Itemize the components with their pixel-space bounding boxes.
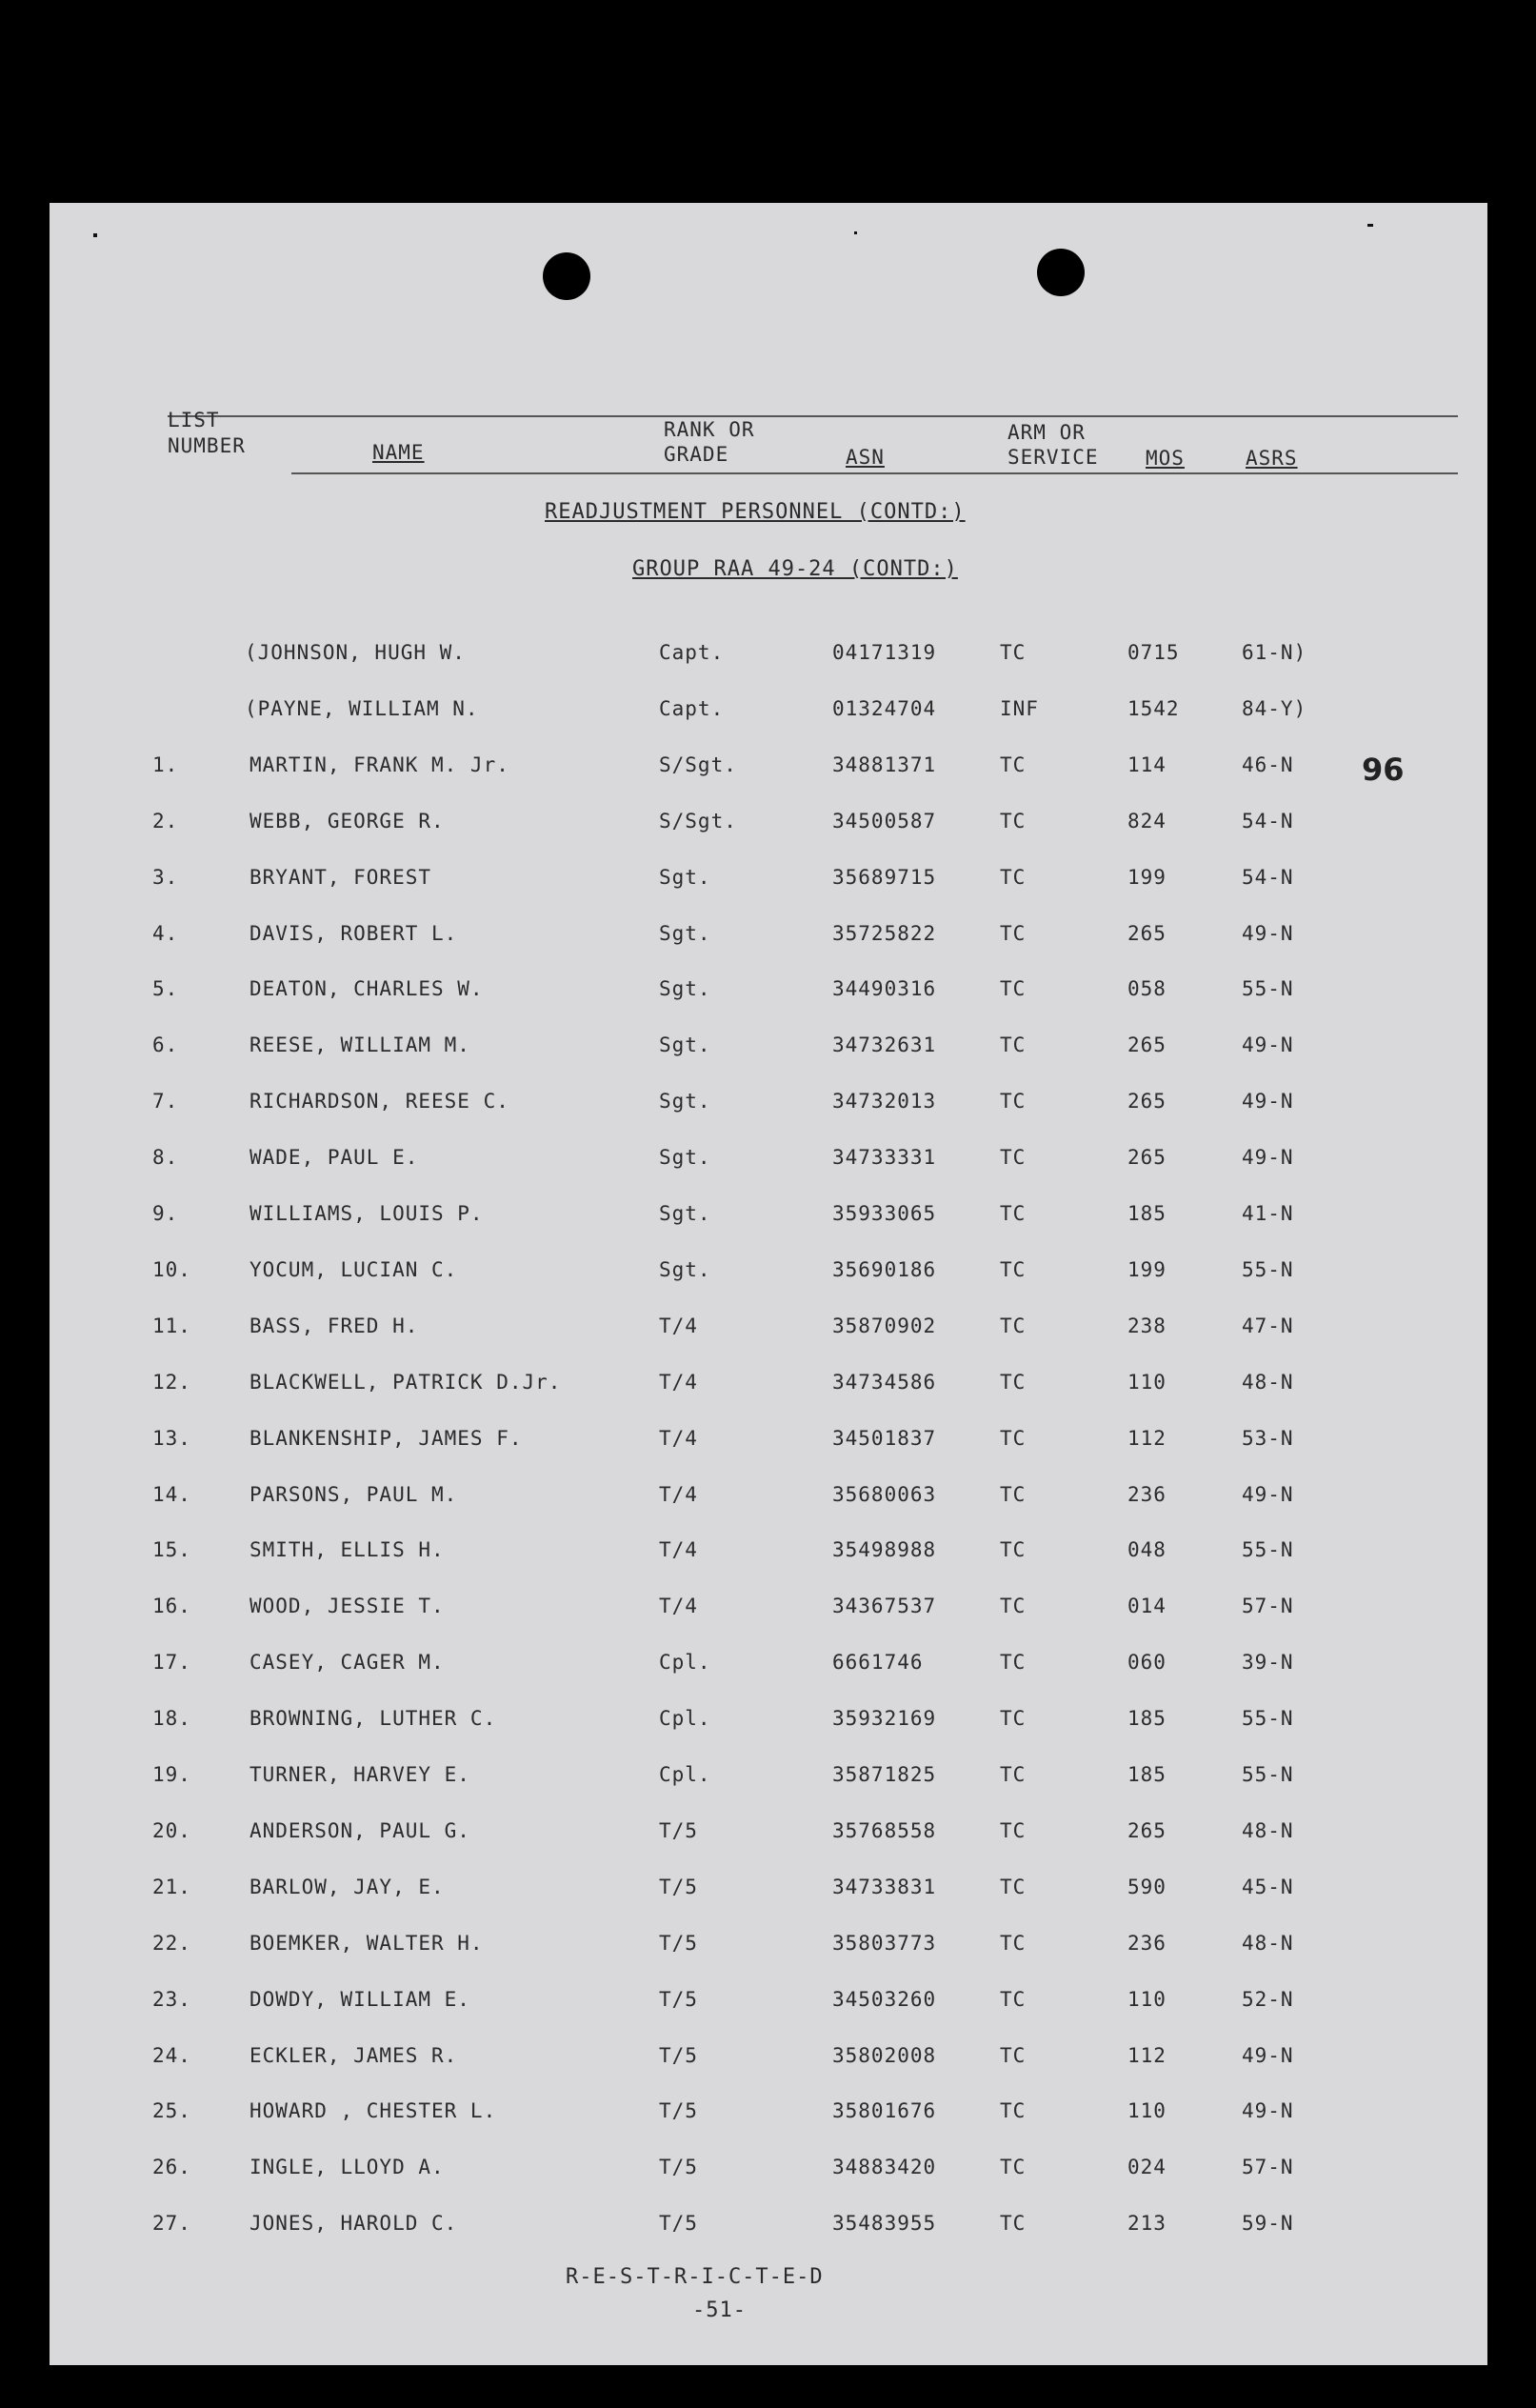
cell-list-number: 8.	[152, 1146, 179, 1170]
cell-list-number: 12.	[152, 1370, 191, 1394]
cell-asrs: 49-N	[1242, 1482, 1294, 1506]
cell-arm-service: TC	[1000, 1033, 1027, 1057]
cell-person-name: INGLE, LLOYD A.	[249, 2156, 445, 2179]
cell-asrs: 55-N	[1242, 1763, 1294, 1786]
header-asn: ASN	[846, 446, 885, 469]
cell-rank: T/4	[659, 1482, 698, 1506]
cell-mos: 014	[1127, 1595, 1167, 1618]
cell-list-number: 25.	[152, 2099, 191, 2123]
cell-rank: T/4	[659, 1370, 698, 1394]
cell-arm-service: TC	[1000, 2043, 1027, 2067]
cell-asn: 35801676	[832, 2099, 937, 2123]
cell-person-name: BROWNING, LUTHER C.	[249, 1707, 497, 1731]
cell-arm-service: TC	[1000, 1595, 1027, 1618]
cell-asrs: 61-N)	[1242, 641, 1307, 664]
cell-arm-service: TC	[1000, 2156, 1027, 2179]
cell-rank: Cpl.	[659, 1707, 711, 1731]
header-top-rule	[168, 415, 1458, 417]
cell-arm-service: TC	[1000, 1707, 1027, 1731]
header-name: NAME	[372, 441, 425, 464]
cell-arm-service: TC	[1000, 1257, 1027, 1281]
cell-person-name: ANDERSON, PAUL G.	[249, 1818, 470, 1842]
cell-arm-service: TC	[1000, 809, 1027, 833]
page-number: -51-	[692, 2298, 747, 2322]
cell-rank: T/5	[659, 2043, 698, 2067]
cell-mos: 199	[1127, 865, 1167, 889]
cell-asn: 01324704	[832, 696, 937, 720]
classification-footer: R-E-S-T-R-I-C-T-E-D	[566, 2265, 824, 2289]
cell-list-number: 7.	[152, 1090, 179, 1114]
cell-rank: Sgt.	[659, 977, 711, 1001]
cell-mos: 060	[1127, 1651, 1167, 1675]
cell-asn: 34733831	[832, 1875, 937, 1898]
cell-asn: 35690186	[832, 1257, 937, 1281]
cell-asn: 35932169	[832, 1707, 937, 1731]
cell-mos: 265	[1127, 1146, 1167, 1170]
cell-arm-service: TC	[1000, 641, 1027, 664]
cell-arm-service: TC	[1000, 1146, 1027, 1170]
cell-rank: Cpl.	[659, 1651, 711, 1675]
punch-hole-right	[1037, 249, 1085, 296]
cell-mos: 265	[1127, 921, 1167, 945]
cell-asrs: 57-N	[1242, 1595, 1294, 1618]
cell-list-number: 20.	[152, 1818, 191, 1842]
cell-list-number: 2.	[152, 809, 179, 833]
cell-asrs: 49-N	[1242, 1146, 1294, 1170]
cell-list-number: 21.	[152, 1875, 191, 1898]
cell-arm-service: TC	[1000, 1875, 1027, 1898]
cell-arm-service: TC	[1000, 1651, 1027, 1675]
cell-list-number: 15.	[152, 1538, 191, 1562]
cell-list-number: 1.	[152, 752, 179, 776]
cell-list-number: 14.	[152, 1482, 191, 1506]
cell-rank: Sgt.	[659, 1202, 711, 1225]
cell-mos: 110	[1127, 1987, 1167, 2011]
document-page	[50, 203, 1487, 2365]
cell-person-name: CASEY, CAGER M.	[249, 1651, 445, 1675]
cell-list-number: 19.	[152, 1763, 191, 1786]
cell-asrs: 47-N	[1242, 1314, 1294, 1337]
cell-arm-service: TC	[1000, 752, 1027, 776]
cell-asn: 34367537	[832, 1595, 937, 1618]
cell-asn: 34500587	[832, 809, 937, 833]
cell-asrs: 49-N	[1242, 1090, 1294, 1114]
cell-mos: 024	[1127, 2156, 1167, 2179]
cell-asrs: 84-Y)	[1242, 696, 1307, 720]
cell-person-name: WILLIAMS, LOUIS P.	[249, 1202, 484, 1225]
cell-arm-service: TC	[1000, 1538, 1027, 1562]
cell-asn: 35725822	[832, 921, 937, 945]
header-rank: RANK OR GRADE	[664, 418, 755, 466]
cell-asrs: 55-N	[1242, 1257, 1294, 1281]
cell-asrs: 41-N	[1242, 1202, 1294, 1225]
cell-asrs: 59-N	[1242, 2212, 1294, 2236]
speck	[93, 233, 97, 237]
cell-arm-service: TC	[1000, 1202, 1027, 1225]
cell-mos: 265	[1127, 1818, 1167, 1842]
cell-asn: 04171319	[832, 641, 937, 664]
cell-mos: 213	[1127, 2212, 1167, 2236]
cell-person-name: PARSONS, PAUL M.	[249, 1482, 458, 1506]
cell-asn: 34503260	[832, 1987, 937, 2011]
cell-list-number: 6.	[152, 1033, 179, 1057]
cell-arm-service: TC	[1000, 865, 1027, 889]
speck	[1367, 224, 1373, 227]
cell-rank: Capt.	[659, 641, 725, 664]
cell-asn: 6661746	[832, 1651, 924, 1675]
cell-person-name: WOOD, JESSIE T.	[249, 1595, 445, 1618]
cell-mos: 112	[1127, 2043, 1167, 2067]
cell-arm-service: TC	[1000, 1482, 1027, 1506]
cell-mos: 185	[1127, 1763, 1167, 1786]
cell-list-number: 5.	[152, 977, 179, 1001]
cell-rank: T/4	[659, 1426, 698, 1450]
cell-arm-service: TC	[1000, 1931, 1027, 1955]
cell-list-number: 26.	[152, 2156, 191, 2179]
cell-asn: 35870902	[832, 1314, 937, 1337]
cell-mos: 112	[1127, 1426, 1167, 1450]
cell-mos: 265	[1127, 1033, 1167, 1057]
cell-rank: Capt.	[659, 696, 725, 720]
cell-person-name: BASS, FRED H.	[249, 1314, 419, 1337]
cell-mos: 265	[1127, 1090, 1167, 1114]
cell-rank: T/4	[659, 1538, 698, 1562]
cell-asrs: 57-N	[1242, 2156, 1294, 2179]
cell-person-name: DEATON, CHARLES W.	[249, 977, 484, 1001]
cell-person-name: DOWDY, WILLIAM E.	[249, 1987, 470, 2011]
cell-list-number: 10.	[152, 1257, 191, 1281]
cell-rank: Cpl.	[659, 1763, 711, 1786]
cell-mos: 058	[1127, 977, 1167, 1001]
cell-asn: 35768558	[832, 1818, 937, 1842]
cell-asrs: 49-N	[1242, 1033, 1294, 1057]
cell-person-name: BRYANT, FOREST	[249, 865, 432, 889]
header-asrs: ASRS	[1246, 447, 1298, 470]
cell-rank: T/5	[659, 1987, 698, 2011]
cell-list-number: 24.	[152, 2043, 191, 2067]
cell-mos: 110	[1127, 2099, 1167, 2123]
cell-asn: 35483955	[832, 2212, 937, 2236]
cell-person-name: YOCUM, LUCIAN C.	[249, 1257, 458, 1281]
cell-asn: 34881371	[832, 752, 937, 776]
cell-rank: Sgt.	[659, 1146, 711, 1170]
cell-asn: 34732631	[832, 1033, 937, 1057]
cell-asn: 35803773	[832, 1931, 937, 1955]
cell-arm-service: INF	[1000, 696, 1039, 720]
cell-asrs: 39-N	[1242, 1651, 1294, 1675]
cell-asrs: 46-N	[1242, 752, 1294, 776]
cell-person-name: HOWARD , CHESTER L.	[249, 2099, 497, 2123]
cell-mos: 110	[1127, 1370, 1167, 1394]
cell-asn: 34733331	[832, 1146, 937, 1170]
cell-arm-service: TC	[1000, 1370, 1027, 1394]
header-bottom-rule	[291, 472, 1458, 474]
cell-arm-service: TC	[1000, 1090, 1027, 1114]
margin-page-number: 96	[1362, 752, 1405, 788]
cell-mos: 824	[1127, 809, 1167, 833]
cell-person-name: REESE, WILLIAM M.	[249, 1033, 470, 1057]
cell-person-name: WEBB, GEORGE R.	[249, 809, 445, 833]
cell-arm-service: TC	[1000, 1314, 1027, 1337]
cell-rank: Sgt.	[659, 1257, 711, 1281]
cell-rank: T/5	[659, 1931, 698, 1955]
cell-person-name: MARTIN, FRANK M. Jr.	[249, 752, 509, 776]
cell-asn: 35680063	[832, 1482, 937, 1506]
cell-list-number: 17.	[152, 1651, 191, 1675]
cell-asrs: 48-N	[1242, 1931, 1294, 1955]
cell-rank: T/5	[659, 1875, 698, 1898]
cell-mos: 1542	[1127, 696, 1180, 720]
cell-mos: 185	[1127, 1202, 1167, 1225]
cell-asrs: 55-N	[1242, 1707, 1294, 1731]
cell-mos: 236	[1127, 1482, 1167, 1506]
cell-rank: S/Sgt.	[659, 752, 737, 776]
cell-mos: 590	[1127, 1875, 1167, 1898]
cell-mos: 185	[1127, 1707, 1167, 1731]
cell-asn: 35871825	[832, 1763, 937, 1786]
cell-arm-service: TC	[1000, 1818, 1027, 1842]
cell-asn: 34734586	[832, 1370, 937, 1394]
header-arm: ARM OR SERVICE	[1007, 421, 1099, 469]
cell-person-name: RICHARDSON, REESE C.	[249, 1090, 509, 1114]
cell-person-name: JONES, HAROLD C.	[249, 2212, 458, 2236]
cell-list-number: 16.	[152, 1595, 191, 1618]
cell-mos: 238	[1127, 1314, 1167, 1337]
cell-asrs: 49-N	[1242, 2099, 1294, 2123]
punch-hole-left	[543, 252, 590, 300]
cell-asn: 34490316	[832, 977, 937, 1001]
cell-list-number: 4.	[152, 921, 179, 945]
header-mos: MOS	[1146, 447, 1185, 470]
cell-list-number: 27.	[152, 2212, 191, 2236]
cell-mos: 236	[1127, 1931, 1167, 1955]
cell-arm-service: TC	[1000, 921, 1027, 945]
cell-arm-service: TC	[1000, 2212, 1027, 2236]
cell-rank: Sgt.	[659, 865, 711, 889]
cell-asn: 34501837	[832, 1426, 937, 1450]
cell-person-name: BLACKWELL, PATRICK D.Jr.	[249, 1370, 562, 1394]
cell-asn: 35498988	[832, 1538, 937, 1562]
cell-mos: 0715	[1127, 641, 1180, 664]
cell-asrs: 48-N	[1242, 1370, 1294, 1394]
cell-rank: T/4	[659, 1595, 698, 1618]
cell-rank: Sgt.	[659, 921, 711, 945]
cell-asn: 35933065	[832, 1202, 937, 1225]
cell-rank: T/4	[659, 1314, 698, 1337]
cell-rank: T/5	[659, 2099, 698, 2123]
cell-list-number: 22.	[152, 1931, 191, 1955]
cell-asrs: 53-N	[1242, 1426, 1294, 1450]
cell-mos: 048	[1127, 1538, 1167, 1562]
cell-arm-service: TC	[1000, 2099, 1027, 2123]
cell-person-name: ECKLER, JAMES R.	[249, 2043, 458, 2067]
cell-person-name: BARLOW, JAY, E.	[249, 1875, 445, 1898]
cell-asn: 34732013	[832, 1090, 937, 1114]
cell-list-number: 13.	[152, 1426, 191, 1450]
cell-asn: 35802008	[832, 2043, 937, 2067]
cell-asrs: 54-N	[1242, 809, 1294, 833]
cell-mos: 114	[1127, 752, 1167, 776]
cell-rank: Sgt.	[659, 1033, 711, 1057]
cell-asrs: 48-N	[1242, 1818, 1294, 1842]
cell-person-name: TURNER, HARVEY E.	[249, 1763, 470, 1786]
cell-arm-service: TC	[1000, 1987, 1027, 2011]
cell-asrs: 49-N	[1242, 921, 1294, 945]
cell-arm-service: TC	[1000, 977, 1027, 1001]
cell-person-name: SMITH, ELLIS H.	[249, 1538, 445, 1562]
cell-asrs: 55-N	[1242, 1538, 1294, 1562]
cell-asrs: 54-N	[1242, 865, 1294, 889]
cell-person-name: BOEMKER, WALTER H.	[249, 1931, 484, 1955]
section-title: READJUSTMENT PERSONNEL (CONTD:)	[545, 500, 966, 524]
speck	[854, 231, 857, 234]
cell-asrs: 52-N	[1242, 1987, 1294, 2011]
cell-person-name: BLANKENSHIP, JAMES F.	[249, 1426, 523, 1450]
cell-rank: T/5	[659, 2212, 698, 2236]
cell-list-number: 11.	[152, 1314, 191, 1337]
cell-list-number: 3.	[152, 865, 179, 889]
group-title: GROUP RAA 49-24 (CONTD:)	[632, 557, 958, 581]
cell-rank: S/Sgt.	[659, 809, 737, 833]
cell-arm-service: TC	[1000, 1763, 1027, 1786]
cell-asrs: 45-N	[1242, 1875, 1294, 1898]
cell-rank: T/5	[659, 1818, 698, 1842]
cell-mos: 199	[1127, 1257, 1167, 1281]
cell-person-name: DAVIS, ROBERT L.	[249, 921, 458, 945]
cell-arm-service: TC	[1000, 1426, 1027, 1450]
header-list-number: LIST NUMBER	[168, 409, 246, 457]
cell-asrs: 55-N	[1242, 977, 1294, 1001]
cell-person-name: (PAYNE, WILLIAM N.	[245, 696, 479, 720]
cell-person-name: WADE, PAUL E.	[249, 1146, 419, 1170]
cell-list-number: 23.	[152, 1987, 191, 2011]
cell-asn: 35689715	[832, 865, 937, 889]
cell-asrs: 49-N	[1242, 2043, 1294, 2067]
cell-list-number: 18.	[152, 1707, 191, 1731]
cell-rank: T/5	[659, 2156, 698, 2179]
cell-rank: Sgt.	[659, 1090, 711, 1114]
cell-asn: 34883420	[832, 2156, 937, 2179]
cell-list-number: 9.	[152, 1202, 179, 1225]
cell-person-name: (JOHNSON, HUGH W.	[245, 641, 466, 664]
